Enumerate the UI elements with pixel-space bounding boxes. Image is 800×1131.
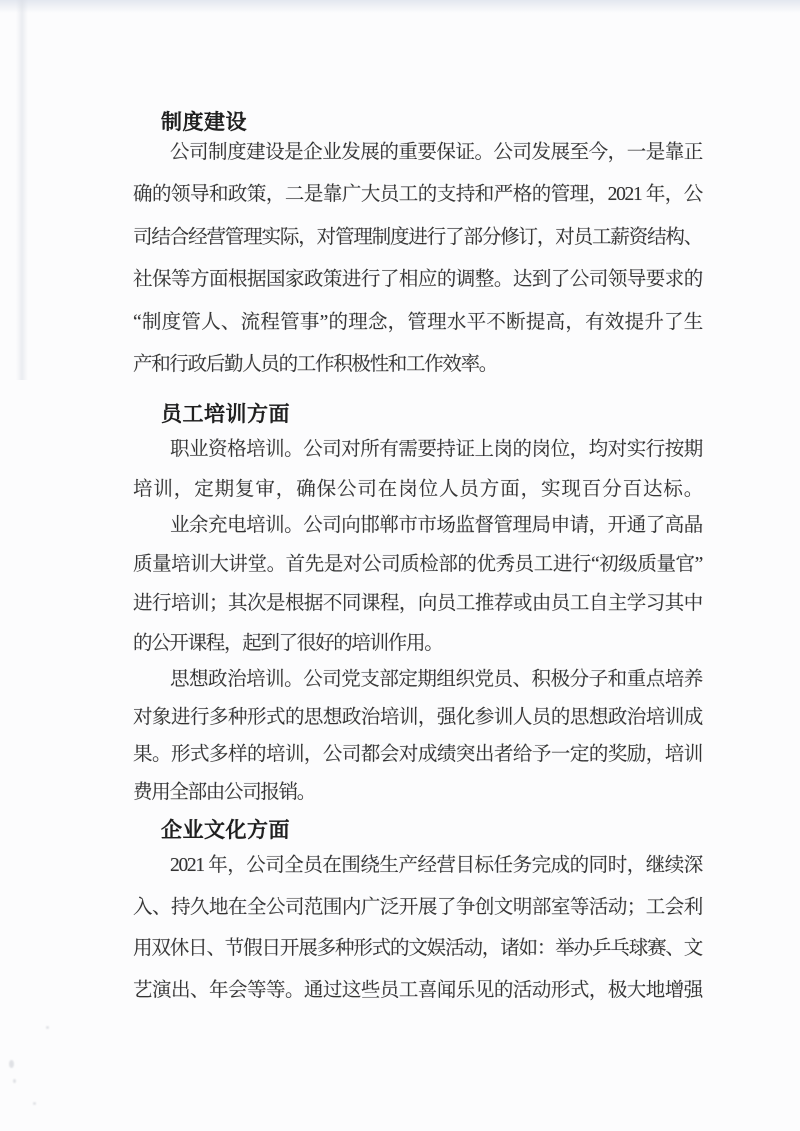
- text-line: “制度管人、流程管事”的理念，管理水平不断提高，有效提升了生: [133, 311, 702, 333]
- text-line: 对象进行多种形式的思想政治培训，强化参训人员的思想政治培训成: [133, 706, 702, 728]
- text-line: 确的领导和政策，二是靠广大员工的支持和严格的管理，2021 年，公: [133, 184, 702, 206]
- text-line: 2021 年，公司全员在围绕生产经营目标任务完成的同时，继续深: [170, 855, 702, 876]
- section-heading-corporate-culture: 企业文化方面: [161, 819, 290, 842]
- paragraph-spare-time-training: [133, 506, 702, 663]
- text-line: 进行培训；其次是根据不同课程，向员工推荐或由员工自主学习其中: [133, 593, 702, 615]
- text-line: 思想政治培训。公司党支部定期组织党员、积极分子和重点培养: [170, 669, 702, 690]
- text-line: 用双休日、节假日开展多种形式的文娱活动，诸如：举办乒乓球赛、文: [133, 938, 702, 960]
- text-line: 职业资格培训。公司对所有需要持证上岗的岗位，均对实行按期: [170, 439, 702, 460]
- text-line: 业余充电培训。公司向邯郸市市场监督管理局申请，开通了高晶: [170, 515, 702, 536]
- text-line: 公司制度建设是企业发展的重要保证。公司发展至今，一是靠正: [170, 142, 702, 163]
- text-line: 培训，定期复审，确保公司在岗位人员方面，实现百分百达标。: [133, 479, 702, 500]
- text-line: 质量培训大讲堂。首先是对公司质检部的优秀员工进行“初级质量官”: [133, 554, 702, 576]
- text-line: 艺演出、年会等等。通过这些员工喜闻乐见的活动形式，极大地增强: [133, 980, 702, 1002]
- text-line: 司结合经营管理实际，对管理制度进行了部分修订，对员工薪资结构、: [133, 226, 702, 248]
- text-line: 产和行政后勤人员的工作积极性和工作效率。: [133, 353, 498, 375]
- paragraph-ideological-political-training: [133, 661, 702, 811]
- section-heading-system-construction: 制度建设: [161, 111, 247, 134]
- text-line: 的公开课程，起到了很好的培训作用。: [133, 632, 443, 654]
- text-line: 果。形式多样的培训，公司都会对成绩突出者给予一定的奖励，培训: [133, 744, 702, 765]
- text-line: 入、持久地在全公司范围内广泛开展了争创文明部室等活动；工会利: [133, 896, 702, 918]
- paragraph-corporate-culture-activities: [133, 845, 702, 1012]
- text-line: 费用全部由公司报销。: [133, 781, 316, 803]
- text-line: 社保等方面根据国家政策进行了相应的调整。达到了公司领导要求的: [133, 269, 702, 291]
- section-heading-employee-training: 员工培训方面: [161, 403, 290, 426]
- paragraph-vocational-certification-training: [133, 430, 702, 510]
- paragraph-system-construction: [133, 132, 702, 386]
